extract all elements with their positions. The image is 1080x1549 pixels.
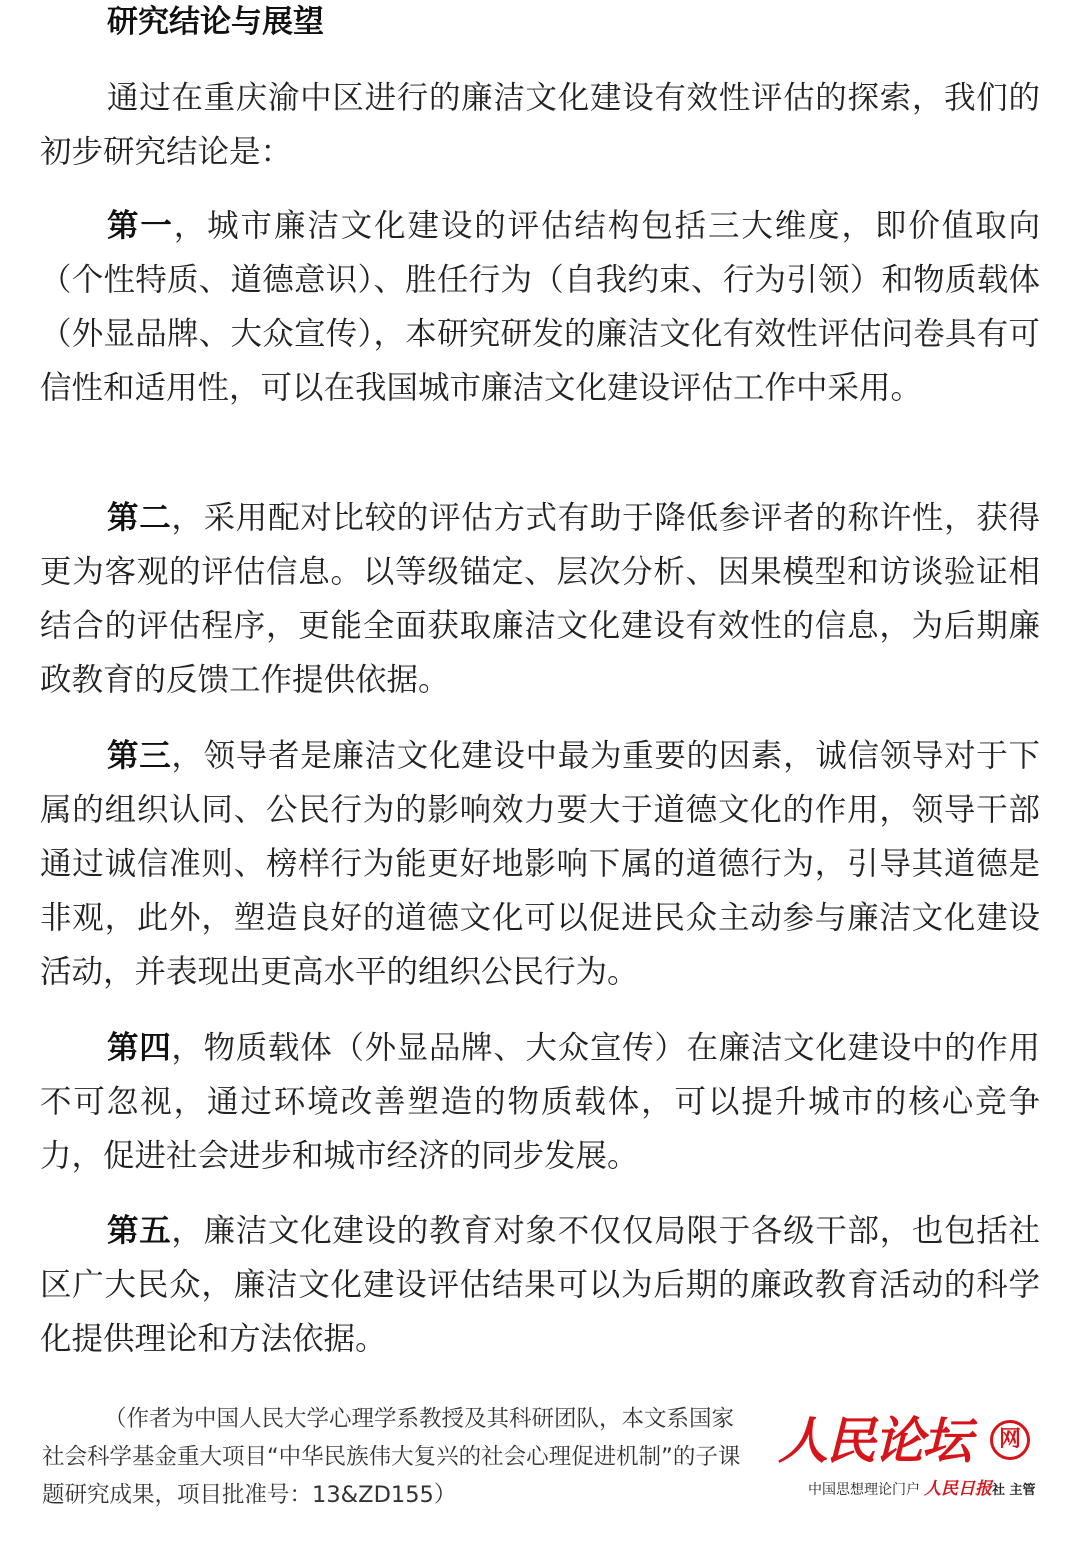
conclusion-lead-4: 第四: [107, 1030, 172, 1066]
renmin-luntan-logo: [778, 1408, 1040, 1504]
conclusion-text-4: ，物质载体（外显品牌、大众宣传）在廉洁文化建设中的作用不可忽视，通过环境改善塑造的物质载体，可以提升城市的核心竞争力，促进社会进步和城市经济的同步发展。: [40, 1030, 1040, 1174]
conclusion-lead-5: 第五: [107, 1213, 172, 1249]
conclusion-paragraph-3: [40, 729, 1040, 999]
conclusion-paragraph-5: [40, 1204, 1040, 1366]
logo-web-badge: 网: [990, 1420, 1030, 1460]
conclusion-paragraph-2: [40, 491, 1040, 707]
conclusion-text-5: ，廉洁文化建设的教育对象不仅仅局限于各级干部，也包括社区广大民众，廉洁文化建设评估结果可以为后期的廉政教育活动的科学化提供理论和方法依据。: [40, 1213, 1040, 1357]
conclusion-paragraph-1: [40, 199, 1040, 415]
conclusion-lead-2: 第二: [107, 500, 172, 536]
logo-wordmark: 人民论坛: [778, 1411, 970, 1470]
logo-host-text: 社 主管: [992, 1483, 1036, 1498]
conclusion-text-1: ，城市廉洁文化建设的评估结构包括三大维度，即价值取向（个性特质、道德意识）、胜任行为（自我约束、行为引领）和物质载体（外显品牌、大众宣传），本研究研发的廉洁文化有效性评估问卷具有可信性和适用性，可以在我国城市廉洁文化建设评估工作中采用。: [40, 208, 1040, 406]
logo-tagline-text: 中国思想理论门户: [808, 1482, 920, 1498]
conclusion-paragraph-4: [40, 1021, 1040, 1183]
conclusion-lead-3: 第三: [107, 738, 172, 774]
author-footnote: （作者为中国人民大学心理学系教授及其科研团队，本文系国家社会科学基金重大项目“中华民族伟大复兴的社会心理促进机制”的子课题研究成果，项目批准号：13&ZD155）: [42, 1406, 741, 1508]
section-heading: 研究结论与展望: [107, 4, 324, 40]
logo-tagline: [808, 1478, 1036, 1502]
conclusion-lead-1: 第一: [107, 208, 174, 244]
conclusion-text-3: ，领导者是廉洁文化建设中最为重要的因素，诚信领导对于下属的组织认同、公民行为的影响效力要大于道德文化的作用，领导干部通过诚信准则、榜样行为能更好地影响下属的道德行为，引导其道德是非观，此外，塑造良好的道德文化可以促进民众主动参与廉洁文化建设活动，并表现出更高水平的组织公民行为。: [40, 738, 1040, 990]
intro-paragraph: 通过在重庆渝中区进行的廉洁文化建设有效性评估的探索，我们的初步研究结论是：: [40, 80, 1040, 170]
conclusion-text-2: ，采用配对比较的评估方式有助于降低参评者的称许性，获得更为客观的评估信息。以等级锚定、层次分析、因果模型和访谈验证相结合的评估程序，更能全面获取廉洁文化建设有效性的信息，为后期廉政教育的反馈工作提供依据。: [40, 500, 1040, 698]
logo-newspaper-name: 人民日报: [924, 1479, 992, 1499]
